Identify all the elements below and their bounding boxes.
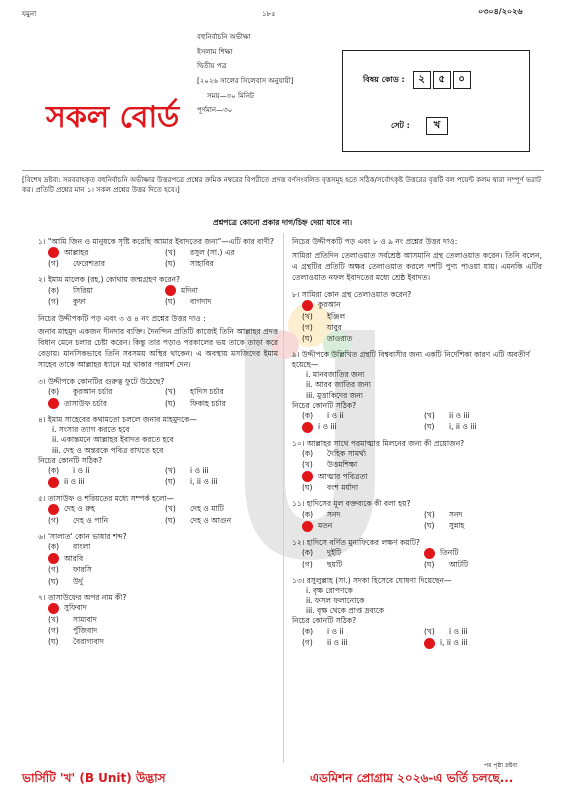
option-text: দেহ ও মাটি [190,504,224,514]
set-label: সেট : [391,120,410,130]
filled-answer-bubble [48,553,59,564]
stimulus-passage [292,237,542,284]
question-stem: ৯। উদ্দীপকে উল্লিখিত গ্রন্থটি বিশ্ববাসীর জন্য একটি নির্দেশিকা কারণ এটি অবতীর্ণ হয়েছে— [292,350,530,370]
option-letter: (গ) [48,625,59,635]
option-text: বংশ মর্যাদা [327,483,358,493]
option-text: i ও ii [327,410,344,420]
option-text: আটটি [449,559,469,569]
option-letter: (খ) [424,509,435,519]
option-text: ii ও iii [449,410,470,420]
filled-answer-bubble [424,548,435,559]
statement-item: ii. ফসল ফলানোকে [306,596,365,606]
which-correct-label: নিচের কোনটি সঠিক? [292,616,357,626]
answer-option[interactable] [302,471,542,482]
option-text: দেহ ও রুহ [64,504,95,514]
passage-text: সামিরা প্রতিদিন তেলাওয়াত সর্বশ্রেষ্ঠ আসমানি গ্রন্থ তেলাওয়াত করেন। তিনি বলেন, এ গ্রন্থটির প্রতিটি অক্ষর তেলাওয়াত করলে দশটি পুণ্য পাওয়া যায়। এমনকি এটির তেলাওয়াত নফল ইবাদতের মধ্যে শ্রেষ্ঠ ইবাদত। [292,250,542,282]
answer-option[interactable] [302,300,542,311]
options-grid [38,285,278,307]
option-text: মদিনা [181,285,198,295]
column-divider [283,233,284,763]
option-text: i, ii ও iii [440,638,468,648]
filled-answer-bubble [302,521,313,532]
option-text: তাসাউফ চর্চার [64,398,108,408]
answer-option[interactable] [48,615,278,625]
option-text: তাওরাত [327,333,353,343]
question-block [38,377,278,409]
question-stem: ১০। আল্লাহর সাথে পরমাত্মার মিলনের জন্য কী প্রয়োজন? [292,438,465,448]
answer-option[interactable] [165,477,278,488]
question-block [38,593,278,648]
code-digit-1: ২ [413,71,431,89]
answer-option[interactable] [424,422,542,433]
option-text: i ও iii [318,422,337,432]
question-block [292,350,542,433]
code-digit-3: ০ [453,71,471,89]
options-grid [38,466,278,488]
answer-option[interactable] [48,565,278,575]
options-grid [38,504,278,526]
answer-option[interactable] [302,460,542,470]
option-letter: (ঘ) [48,637,59,646]
option-text: কুরআন চর্চার [73,387,113,396]
answer-option[interactable] [48,553,278,564]
option-letter: (ঘ) [424,422,435,432]
left-column [38,237,278,653]
option-text: সনদ [449,509,463,519]
answer-option[interactable] [302,449,542,459]
full-marks: পূর্ণমান—৩০ [197,106,233,115]
answer-option[interactable] [165,247,278,258]
subject-line-1: বহুনির্বাচনি অভীক্ষা [197,33,251,41]
answer-option[interactable] [48,637,278,647]
subject-code-label: বিষয় কোড : [363,74,405,84]
filled-answer-bubble [165,285,176,296]
option-letter: (গ) [48,297,59,307]
right-column [292,237,542,655]
question-stem: ৮। সামিরা কোন গ্রন্থ তেলাওয়াত করেন? [292,289,412,299]
answer-option[interactable] [48,542,278,552]
options-grid [292,510,542,532]
option-text: সুফিবাদ [64,603,87,613]
option-text: ফেরেশতার [73,259,106,269]
option-letter: (খ) [302,460,313,470]
answer-option[interactable] [165,285,278,296]
option-letter: (ক) [302,626,314,636]
option-text: আল্লাহর [64,247,89,257]
option-text: ছয়টি [327,559,343,569]
answer-option[interactable] [48,398,161,409]
option-letter: (ক) [302,509,314,519]
answer-option[interactable] [302,312,542,322]
option-text: সাহাবির [190,259,214,269]
subject-block [197,30,294,118]
option-letter: (গ) [302,322,313,332]
answer-option[interactable] [165,387,278,397]
option-letter: (ক) [302,548,314,558]
option-letter: (ক) [302,410,314,420]
answer-option[interactable] [302,548,420,559]
option-letter: (ক) [48,387,60,396]
option-letter: (খ) [165,504,176,514]
option-text: উত্তমশিক্ষা [327,460,358,470]
question-stem: ১১। হাদিসের মূল বক্তব্যকে কী বলা হয়? [292,499,411,509]
option-letter: (ক) [302,449,314,458]
subject-line-2: ইসলাম শিক্ষা [197,47,233,56]
option-letter: (ঘ) [165,259,176,269]
option-text: ইঞ্জিল [327,311,346,321]
header-divider [22,170,544,171]
answer-option[interactable] [302,483,542,493]
answer-option[interactable] [165,259,278,269]
answer-option[interactable] [165,398,278,409]
option-text: দেহ ও পানি [73,516,109,525]
option-letter: (ক) [48,285,60,295]
answer-option[interactable] [48,626,278,636]
answer-option[interactable] [424,411,542,421]
option-text: পুঁজিবাদ [73,625,98,635]
subject-line-4: [২০২৬ সালের সিলেবাস অনুযায়ী] [197,77,294,86]
options-grid [292,449,542,493]
code-box [342,50,530,152]
question-block [292,290,542,345]
answer-option[interactable] [302,510,420,520]
option-text: কুরআন [318,300,341,310]
board-title: সকল বোর্ড [46,100,180,135]
which-correct-label: নিচের কোনটি সঠিক? [38,455,103,465]
question-stem: ২। ইমাম মালেক (রহ.) কোথায় জন্মগ্রহণ করেন? [38,275,180,285]
option-text: ii ও iii [64,477,85,487]
filled-answer-bubble [48,398,59,409]
filled-answer-bubble [302,471,313,482]
options-grid [38,247,278,269]
which-correct-label: নিচের কোনটি সঠিক? [292,400,357,410]
question-block [292,538,542,570]
option-letter: (খ) [48,614,59,624]
filled-answer-bubble [48,603,59,614]
option-letter: (গ) [48,516,59,525]
statement-item: i. বৃক্ষ রোপণকে [306,586,353,595]
filled-answer-bubble [48,247,59,258]
question-stem: ১। "আমি জিন ও মানুষকে সৃষ্টি করেছি আমার ইবাদতের জন্য"—এটি কার বাণী? [38,237,274,246]
option-text: i ও iii [190,465,209,475]
set-row [391,117,448,135]
answer-option[interactable] [302,334,542,344]
option-text: i ও ii [73,465,90,475]
option-letter: (ঘ) [424,559,435,569]
statement-item: ii. একান্তমনে আল্লাহর ইবাদত করতে হবে [52,435,174,445]
statement-item: i. সংসার ত্যাগ করতে হবে [52,425,130,435]
answer-option[interactable] [48,504,161,515]
no-mark-notice: প্রশ্নপত্রে কোনো প্রকার দাগ/চিহ্ন দেয়া যাবে না। [212,218,352,227]
answer-option[interactable] [48,477,161,488]
option-letter: (খ) [165,387,176,396]
question-stem: ৬। 'সালাত' কোন ভাষার শব্দ? [38,532,127,542]
options-grid [38,542,278,586]
answer-option[interactable] [48,259,161,269]
option-text: i ও iii [449,626,468,636]
option-letter: (ঘ) [302,483,313,493]
option-letter: (গ) [302,559,313,569]
option-text: মতন [318,521,333,531]
header-left-label: যমুনা [22,10,37,18]
statement-item: iii. দেহ ও অন্তরকে পবিত্র রাখতে হবে [52,445,164,455]
option-text: i, ii ও iii [190,477,218,487]
answer-option[interactable] [48,516,161,526]
options-grid [292,548,542,570]
question-stem: ৩। উদ্দীপকে কোনটির গুরুত্ব ফুটে উঠেছে? [38,376,165,386]
option-letter: (ঘ) [424,521,435,531]
option-letter: (খ) [165,465,176,475]
option-letter: (খ) [165,247,176,257]
exam-time: সময়—৩০ মিনিট [207,91,254,100]
question-stem: ১৩। রসুলুল্লাহ (সা.) সদকা হিসেবে ঘোষণা দিয়েছেন— [292,575,452,585]
option-text: দুইটি [327,548,342,558]
option-letter: (ঘ) [48,576,59,586]
option-text: দৈহিক সামর্থ্য [327,449,367,458]
option-text: উর্দু [73,576,83,586]
answer-option[interactable] [48,387,161,397]
paper-code: ০৩০৪/২০২৬ [478,7,523,16]
stimulus-passage [38,314,278,371]
option-text: সুন্নাহ [449,521,465,531]
option-text: যাবুর [327,322,342,332]
statement-item: ii. আরব জাতির জন্য [306,380,371,390]
filled-answer-bubble [302,300,313,311]
options-grid [38,603,278,647]
option-text: i, ii ও iii [449,422,477,432]
option-text: আরবি [64,553,84,563]
instructions: [বিশেষ দ্রষ্টব্য: সরবরাহকৃত বহুনির্বাচনি অভীক্ষার উত্তরপত্রে প্রশ্নের ক্রমিক নম্বরের বিপরীতে প্রদত্ত বর্ণসংবলিত বৃত্তসমূহ হতে সঠিক/সর্বোৎকৃষ্ট উত্তরের বৃত্তটি বল পয়েন্ট কলম দ্বারা সম্পূর্ণ ভরাট কর। প্রতিটি প্রশ্নের মান ১। সকল প্রশ্নের উত্তর দিতে হবে।] [22,176,541,195]
answer-option[interactable] [165,504,278,515]
answer-option[interactable] [48,285,161,296]
subject-code-row [363,71,471,89]
footer-right: এডমিশন প্রোগ্রাম ২০২৬-এ ভর্তি চলছে... [310,771,514,785]
option-letter: (ক) [48,542,60,552]
statement-item: iii. বৃক্ষ থেকে প্রাপ্ত দ্রব্যকে [306,606,385,616]
answer-option[interactable] [424,510,542,520]
passage-title: নিচের উদ্দীপকটি পড় এবং ৮ ও ৯ নং প্রশ্নের উত্তর দাও: [292,237,458,246]
question-block [38,237,278,269]
question-block [292,499,542,531]
option-text: হাদিস চর্চার [190,387,224,396]
answer-option[interactable] [424,548,542,559]
option-letter: (গ) [48,259,59,269]
options-grid [292,411,542,433]
options-grid [292,300,542,344]
answer-option[interactable] [424,638,542,649]
option-text: দেহ ও আগুন [190,516,232,525]
option-text: ফিকাহ চর্চার [190,398,226,408]
question-block [292,576,542,649]
option-letter: (খ) [424,626,435,636]
filled-answer-bubble [48,477,59,488]
answer-option[interactable] [302,323,542,333]
filled-answer-bubble [302,422,313,433]
page-number: ১৮৫ [262,10,276,18]
question-block [38,494,278,526]
answer-option[interactable] [48,577,278,587]
next-page-note: পর পৃষ্ঠা দ্রষ্টব্য [484,762,518,769]
option-text: কুফা [73,297,86,307]
answer-option[interactable] [302,422,420,433]
option-letter: (ক) [48,465,60,475]
option-text: সিরিয়া [73,285,93,295]
question-stem: ৪। ইমাম সাহেবের কথামতো চললে জনাব মাহমুদকে— [38,415,197,425]
question-block [38,532,278,587]
answer-option[interactable] [302,560,420,570]
option-text: বাংলা [73,542,91,552]
subject-line-3: দ্বিতীয় পত্র [197,62,227,71]
option-text: বৈরাগ্যবাদ [73,637,104,646]
question-stem: ১২। হাদিসে বর্ণিত মুনাফিকের লক্ষণ কয়টি? [292,537,420,547]
answer-option[interactable] [165,516,278,526]
footer-left: ভার্সিটি 'খ' (B Unit) উদ্ভাস [22,771,166,785]
answer-option[interactable] [424,560,542,570]
question-stem: ৭। তাসাউফের অপর নাম কী? [38,592,127,602]
answer-option[interactable] [48,297,161,307]
answer-option[interactable] [302,411,420,421]
code-digit-2: ৫ [433,71,451,89]
option-letter: (খ) [424,410,435,420]
option-text: i ও ii [327,626,344,636]
answer-option[interactable] [302,638,420,649]
option-text: সাম্যবাদ [73,614,97,624]
answer-option[interactable] [424,627,542,637]
passage-text: জনাব মাহমুদ একজন দীনদার ব্যক্তি। দৈনন্দিন প্রতিটি কাজেই তিনি আল্লাহর প্রদত্ত বিধান মেনে চলার চেষ্টা করেন। কিন্তু তার পড়াও পরকালের ভয় তাকে তাড়া করে বেড়ায়। মানসিকভাবে তিনি সবসময় অস্থির থাকেন। এ অবস্থায় মসজিদের ইমাম সাহেব তাকে আল্লাহর ধ্যানে মগ্ন থাকার পরামর্শ দেন। [38,327,278,369]
question-block [292,439,542,494]
option-letter: (ঘ) [302,333,313,343]
question-stem: ৫। তাসাউফ ও শরিয়তের মধ্যে সম্পর্ক হলো— [38,493,175,503]
options-grid [292,627,542,649]
question-block [38,415,278,488]
option-text: সনদ [327,509,341,519]
option-letter: (ঘ) [165,398,176,408]
answer-option[interactable] [48,247,161,258]
answer-option[interactable] [302,521,420,532]
answer-option[interactable] [48,466,161,476]
statement-item: i. মানবজাতির জন্য [306,370,365,380]
option-letter: (ঘ) [165,516,176,525]
option-text: রসুল (সা.) এর [190,247,235,257]
options-grid [38,387,278,409]
option-letter: (খ) [302,311,313,321]
option-text: ii ও iii [327,638,348,648]
answer-option[interactable] [302,627,420,637]
passage-title: নিচের উদ্দীপকটি পড় এবং ৩ ও ৪ নং প্রশ্নের উত্তর দাও : [38,313,206,323]
question-block [38,275,278,307]
answer-option[interactable] [165,297,278,307]
option-letter: (গ) [48,565,59,575]
option-text: তিনটি [440,548,459,558]
filled-answer-bubble [48,504,59,515]
option-letter: (ঘ) [165,477,176,487]
statement-item: iii. মুত্তাকিদের জন্য [306,390,363,400]
option-text: আত্মার পবিত্রতা [318,471,368,481]
set-value: খ [426,117,448,135]
answer-option[interactable] [48,603,278,614]
filled-answer-bubble [424,638,435,649]
answer-option[interactable] [165,466,278,476]
option-letter: (গ) [302,638,313,648]
answer-option[interactable] [424,521,542,532]
option-text: ফারসি [73,565,92,575]
option-letter: (ঘ) [165,297,176,307]
option-text: বাগদাদ [190,297,212,307]
